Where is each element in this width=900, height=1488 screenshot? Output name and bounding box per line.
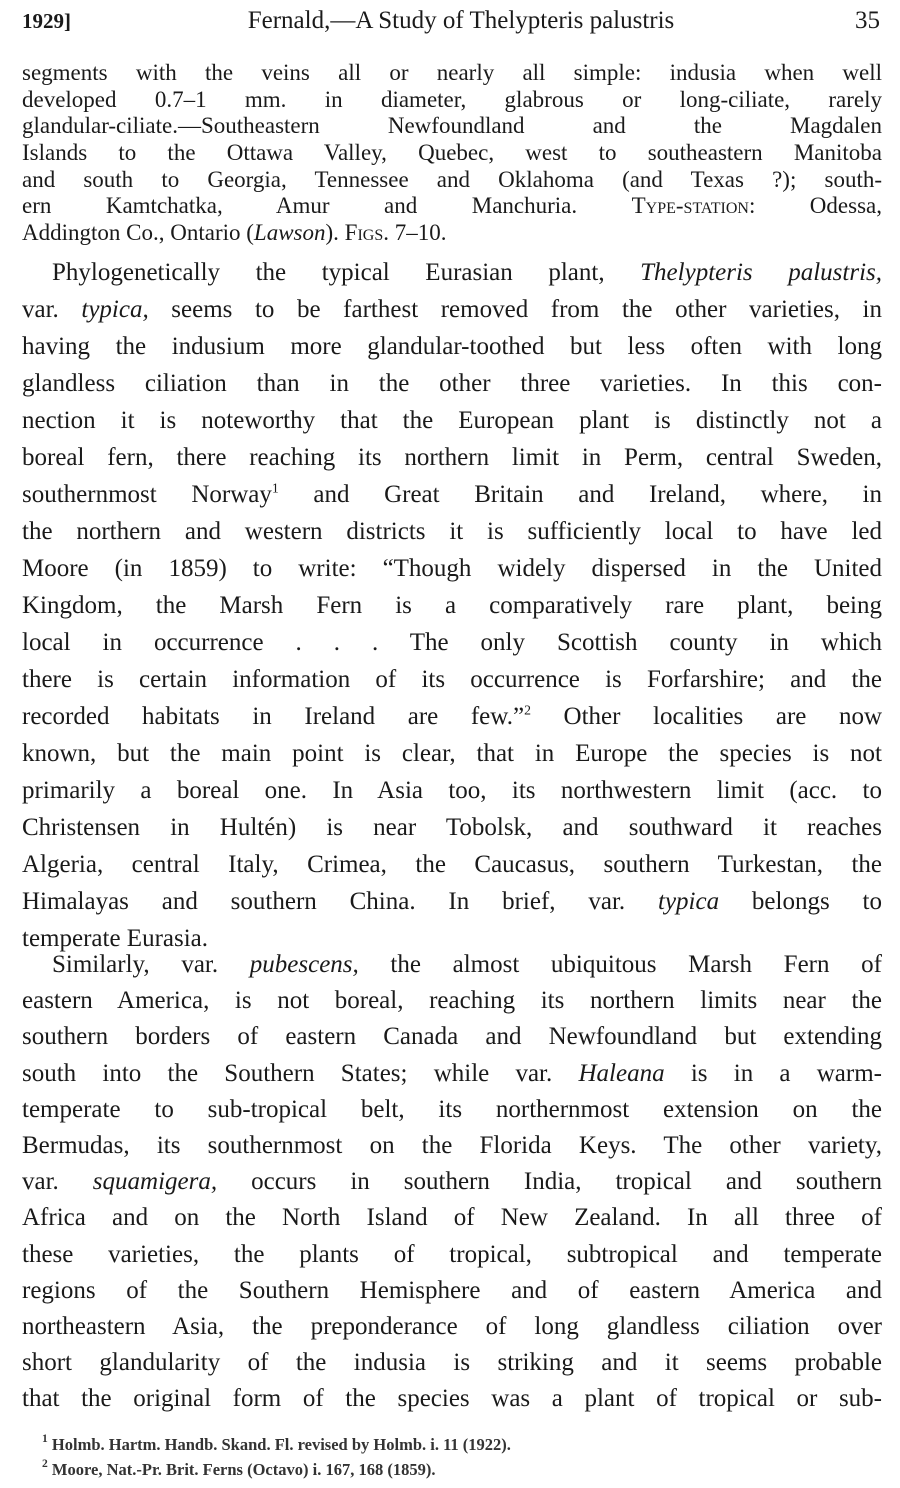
text-run: glandular-ciliate.—Southeastern Newfoundland and the Magdalen bbox=[22, 113, 882, 139]
text-run: boreal fern, there reaching its northern limit in Perm, central Sweden, bbox=[22, 444, 882, 471]
text-line bbox=[22, 365, 882, 402]
text-run: that the original form of the species was a plant of tropical or sub- bbox=[22, 1385, 882, 1413]
footnote-text: Moore, Nat.-Pr. Brit. Ferns (Octavo) i. 167, 168 (1859). bbox=[51, 1460, 436, 1479]
text-line bbox=[22, 402, 882, 439]
footnote-2 bbox=[42, 1457, 511, 1482]
text-run: regions of the Southern Hemisphere and of eastern America and bbox=[22, 1276, 882, 1304]
text-line bbox=[22, 661, 882, 698]
text-line bbox=[22, 1237, 882, 1273]
text-run: 7–10. bbox=[389, 220, 447, 246]
italic-text: squamigera, bbox=[92, 1168, 218, 1196]
text-run: primarily a boreal one. In Asia too, its northwestern limit (acc. to bbox=[22, 777, 882, 804]
text-line bbox=[22, 476, 882, 513]
text-line bbox=[22, 193, 882, 220]
text-run: Africa and on the North Island of New Zealand. In all three of bbox=[22, 1204, 882, 1232]
text-line bbox=[22, 439, 882, 476]
footnote-1 bbox=[42, 1432, 511, 1457]
text-run: there is certain information of its occurrence is Forfarshire; and the bbox=[22, 666, 882, 693]
running-header bbox=[22, 4, 880, 38]
text-run: seems to be farthest removed from the other varieties, in bbox=[148, 296, 882, 323]
text-run: Moore (in 1859) to write: “Though widely dispersed in the United bbox=[22, 555, 882, 582]
footnote-mark: 2 bbox=[42, 1457, 48, 1470]
text-run: south into the Southern States; while var. bbox=[22, 1059, 579, 1087]
text-line bbox=[22, 1309, 882, 1345]
text-line bbox=[22, 1056, 882, 1092]
text-run: Christensen in Hultén) is near Tobolsk, and southward it reaches bbox=[22, 814, 882, 841]
text-run: and south to Georgia, Tennessee and Oklahoma (and Texas ?); south- bbox=[22, 166, 882, 192]
text-line bbox=[22, 1345, 882, 1381]
text-run: these varieties, the plants of tropical, subtropical and temperate bbox=[22, 1240, 882, 1268]
text-line bbox=[22, 254, 882, 291]
text-line bbox=[22, 1092, 882, 1128]
text-line bbox=[22, 883, 882, 920]
italic-text: typica bbox=[658, 888, 720, 915]
small-caps-text: Type-station bbox=[631, 193, 749, 219]
text-run: nection it is noteworthy that the European plant is distinctly not a bbox=[22, 407, 882, 434]
text-line bbox=[22, 291, 882, 328]
italic-text: Lawson bbox=[253, 220, 326, 246]
text-run: Islands to the Ottawa Valley, Quebec, west to southeastern Manitoba bbox=[22, 140, 882, 166]
text-run: eastern America, is not boreal, reaching its northern limits near the bbox=[22, 987, 882, 1015]
text-line bbox=[22, 1273, 882, 1309]
text-run: developed 0.7–1 mm. in diameter, glabrous or long-ciliate, rarely bbox=[22, 86, 882, 112]
text-line bbox=[22, 947, 882, 983]
text-line bbox=[22, 1019, 882, 1055]
text-line bbox=[22, 698, 882, 735]
text-line bbox=[22, 328, 882, 365]
text-run: glandless ciliation than in the other three varieties. In this con- bbox=[22, 370, 882, 397]
text-run: Phylogenetically the typical Eurasian plant, bbox=[52, 259, 641, 286]
text-line bbox=[22, 624, 882, 661]
small-caps-text: Figs. bbox=[344, 220, 389, 246]
text-run: Similarly, var. bbox=[52, 951, 250, 978]
italic-text: Thelypteris palustris, bbox=[640, 259, 882, 286]
italic-text: typica, bbox=[81, 296, 149, 323]
text-line bbox=[22, 772, 882, 809]
text-run: northeastern Asia, the preponderance of long glandless ciliation over bbox=[22, 1312, 882, 1340]
text-run: Kingdom, the Marsh Fern is a comparatively rare plant, being bbox=[22, 592, 882, 619]
text-line bbox=[22, 220, 882, 247]
text-run: Addington Co., Ontario ( bbox=[22, 220, 254, 246]
text-run: : Odessa, bbox=[748, 193, 882, 219]
page-number: 35 bbox=[855, 7, 880, 34]
text-run: known, but the main point is clear, that in Europe the species is not bbox=[22, 740, 882, 767]
text-run: the northern and western districts it is sufficiently local to have led bbox=[22, 518, 882, 545]
text-run: ). bbox=[325, 220, 345, 246]
footnotes bbox=[42, 1432, 511, 1482]
text-run: Algeria, central Italy, Crimea, the Caucasus, southern Turkestan, the bbox=[22, 851, 882, 878]
text-run: Himalayas and southern China. In brief, var. bbox=[22, 888, 658, 915]
text-run: var. bbox=[22, 1168, 93, 1196]
text-line bbox=[22, 735, 882, 772]
text-line bbox=[22, 87, 882, 114]
paragraph-continued bbox=[22, 60, 882, 247]
italic-text: Haleana bbox=[578, 1059, 665, 1087]
footnote-reference: 2 bbox=[524, 702, 531, 718]
text-run: having the indusium more glandular-toothed but less often with long bbox=[22, 333, 882, 360]
text-line bbox=[22, 1164, 882, 1200]
text-line bbox=[22, 983, 882, 1019]
text-run: recorded habitats in Ireland are few.” bbox=[22, 703, 525, 730]
header-year: 1929] bbox=[22, 9, 71, 33]
paragraph-phylogeny bbox=[22, 254, 882, 957]
text-run: temperate to sub-tropical belt, its northernmost extension on the bbox=[22, 1095, 882, 1123]
text-line bbox=[22, 550, 882, 587]
text-line bbox=[22, 846, 882, 883]
text-line bbox=[22, 1200, 882, 1236]
header-title: Fernald,—A Study of Thelypteris palustris bbox=[247, 7, 675, 34]
footnote-text: Holmb. Hartm. Handb. Skand. Fl. revised by Holmb. i. 11 (1922). bbox=[51, 1435, 511, 1454]
text-line bbox=[22, 1128, 882, 1164]
text-run: and Great Britain and Ireland, where, in bbox=[278, 481, 883, 508]
text-run: occurs in southern India, tropical and southern bbox=[217, 1168, 883, 1196]
paragraph-varieties bbox=[22, 947, 882, 1417]
text-run: southern borders of eastern Canada and Newfoundland but extending bbox=[22, 1023, 882, 1051]
text-run: southernmost Norway bbox=[22, 481, 272, 508]
text-run: is in a warm- bbox=[664, 1059, 882, 1087]
text-run: var. bbox=[22, 296, 82, 323]
text-line bbox=[22, 513, 882, 550]
text-run: Bermudas, its southernmost on the Florida Keys. The other variety, bbox=[22, 1131, 882, 1159]
text-line bbox=[22, 167, 882, 194]
text-line bbox=[22, 140, 882, 167]
text-line bbox=[22, 113, 882, 140]
italic-text: pubescens, bbox=[249, 951, 359, 978]
text-run: segments with the veins all or nearly all simple: indusia when well bbox=[22, 60, 882, 85]
footnote-mark: 1 bbox=[42, 1432, 48, 1445]
text-run: belongs to bbox=[719, 888, 882, 915]
text-run: the almost ubiquitous Marsh Fern of bbox=[358, 951, 882, 978]
text-run: temperate Eurasia. bbox=[22, 925, 209, 952]
footnote-reference: 1 bbox=[271, 480, 279, 496]
text-run: Other localities are now bbox=[530, 703, 882, 730]
text-run: local in occurrence . . . The only Scottish county in which bbox=[22, 629, 882, 656]
text-line bbox=[22, 60, 882, 87]
text-run: short glandularity of the indusia is striking and it seems probable bbox=[22, 1349, 882, 1377]
text-line bbox=[22, 809, 882, 846]
text-line bbox=[22, 1381, 882, 1417]
text-line bbox=[22, 587, 882, 624]
text-run: ern Kamtchatka, Amur and Manchuria. bbox=[22, 193, 632, 219]
